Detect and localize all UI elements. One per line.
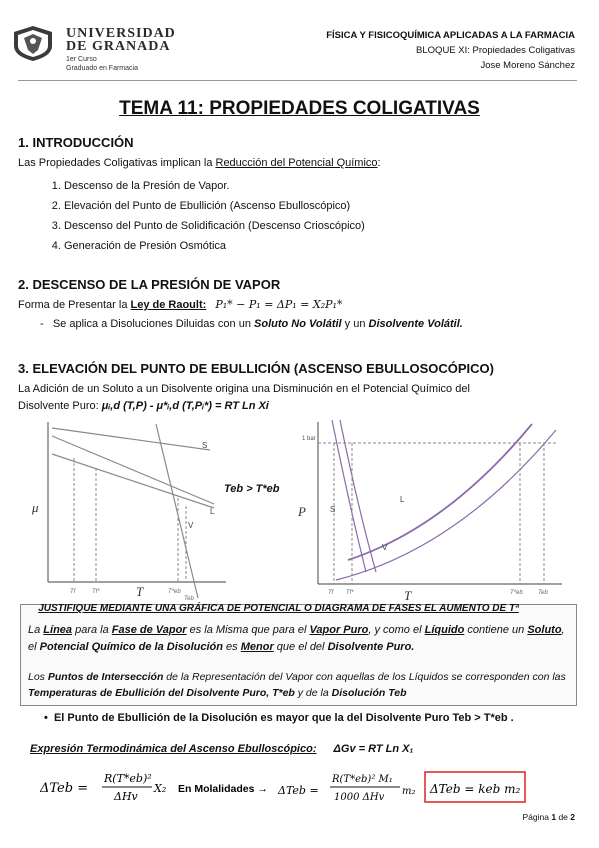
box-paragraph-1: La Línea para la Fase de Vapor es la Misma que para el Vapor Puro, y como el Líquido contiene un Soluto, el Potencial Químico de la Disolución es Menor que el del Disolvente Puro. [28,624,565,653]
formula-1-denominator: ΔHv [114,790,138,803]
ebullioscopic-formulas [40,766,540,810]
phase-diagram [296,418,580,604]
page-header [0,0,599,84]
subject-name: FÍSICA Y FISICOQUÍMICA APLICADAS A LA FARMACIA [326,30,575,41]
section2-dash-item: - Se aplica a Disoluciones Diluidas con un Soluto No Volátil y un Disolvente Volátil. [40,318,463,330]
tick-tf-star: Tf* [346,590,354,596]
thermo-expression: Expresión Termodinámica del Ascenso Ebulloscópico: ΔGv = RT Ln X₁ [30,743,414,755]
tick-teb: Teb [184,596,194,602]
teb-relation: Teb > T*eb [224,483,280,495]
header-divider [18,80,577,81]
tick-teb: Teb [538,590,548,596]
tick-tf-star: Tf* [92,589,100,595]
author-name: Jose Moreno Sánchez [480,60,575,71]
chemical-potential-graph [30,420,230,602]
tick-tf: Tf [70,589,76,595]
raoult-law-line: Forma de Presentar la Ley de Raoult: P₁* − P₁ = ΔP₁ = X₂P₁* [18,298,343,311]
university-crest-icon [8,24,58,62]
section2-heading: 2. DESCENSO DE LA PRESIÓN DE VAPOR [18,277,281,292]
box-paragraph-2: Los Puntos de Intersección de la Representación del Vapor con aquellas de los Líquidos se corresponden con las Temperaturas de Ebullición del Disolvente Puro, T*eb y de la Disolución Teb [28,671,566,699]
formula-1-numerator: R(T*eb)² [104,772,152,785]
formula-2-tail: m₂ [402,786,416,797]
page-title: TEMA 11: PROPIEDADES COLIGATIVAS [119,98,480,119]
axis-label-t: T [136,584,144,599]
region-label-v: V [382,543,388,552]
university-name: UNIVERSIDAD DE GRANADA [66,26,176,54]
section3-text: La Adición de un Soluto a un Disolvente origina una Disminución en el Potencial Químico del Disolvente Puro: μᵢ,d (T,P) - μ*ᵢ,d (T,Pᵢ*) = RT Ln Xi [18,383,470,412]
axis-label-p: P [298,504,306,519]
course-info: 1er Curso Graduado en Farmacia [66,56,138,72]
section3-heading: 3. ELEVACIÓN DEL PUNTO DE EBULLICIÓN (ASCENSO EBULLOSOCÓPICO) [18,361,494,376]
formula-1-tail: X₂ [154,782,167,795]
curve-label-v: V [188,521,194,530]
list-item: 2. Elevación del Punto de Ebullición (Ascenso Ebulloscópico) [64,196,365,216]
section1-list [46,176,365,256]
axis-label-mu: μ [32,500,39,515]
curve-label-l: L [210,507,215,516]
section1-intro: Las Propiedades Coligativas implican la Reducción del Potencial Químico: [18,157,381,169]
list-item: 1. Descenso de la Presión de Vapor. [64,176,365,196]
section1-heading: 1. INTRODUCCIÓN [18,135,134,150]
list-item: 3. Descenso del Punto de Solidificación (Descenso Crioscópico) [64,216,365,236]
formula-3: ΔTeb = keb m₂ [430,782,521,796]
page-footer: Página 1 de 2 [522,812,575,822]
conclusion-bullet: • El Punto de Ebullición de la Disolución es mayor que la del Disolvente Puro Teb > T*eb . [44,712,514,724]
formula-1-lhs: ΔTeb = [40,781,89,796]
formula-2-numerator: R(T*eb)² M₁ [332,774,393,785]
tick-teb-star: T*eb [168,589,181,595]
region-label-l: L [400,495,405,504]
box-title: JUSTIFIQUE MEDIANTE UNA GRÁFICA DE POTENCIAL O DIAGRAMA DE FASES EL AUMENTO DE Tª [38,603,519,614]
raoult-formula: P₁* − P₁ = ΔP₁ = X₂P₁* [215,298,343,311]
tick-tf: Tf [328,590,334,596]
tick-teb-star: T*eb [510,590,523,596]
curve-label-s: S [202,441,208,450]
region-label-s: S [330,505,336,514]
block-name: BLOQUE XI: Propiedades Coligativas [416,45,575,56]
molality-label: En Molalidades → [178,783,268,795]
formula-2-lhs: ΔTeb = [278,784,319,797]
pressure-label: 1 bar [302,436,316,442]
axis-label-t: T [404,588,412,603]
header-right [326,28,575,73]
formula-2-denominator: 1000 ΔHv [334,792,385,803]
list-item: 4. Generación de Presión Osmótica [64,236,365,256]
